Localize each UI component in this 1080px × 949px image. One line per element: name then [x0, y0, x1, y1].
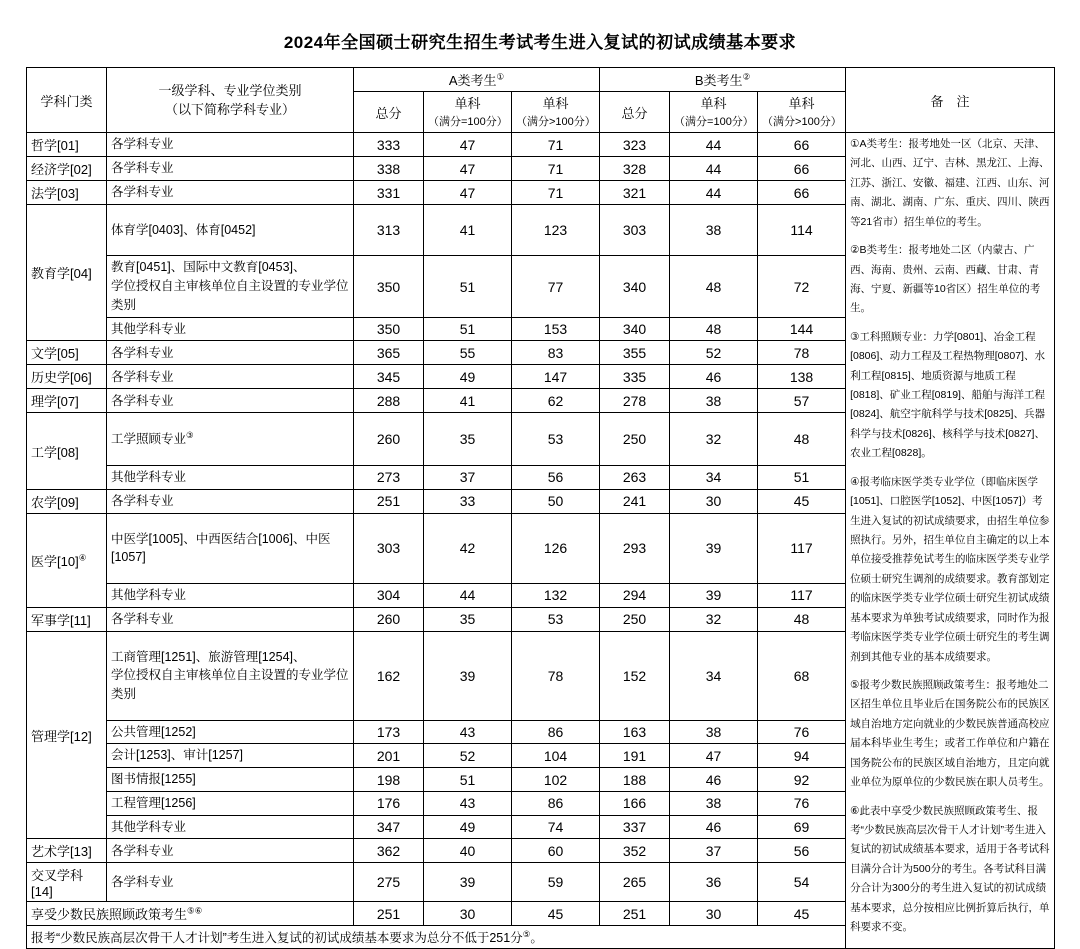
cell-b-total: 166: [600, 791, 670, 815]
row-category-label: 艺术学[13]: [31, 844, 92, 860]
cell-b-single-gt100: 68: [758, 631, 846, 720]
cell-a-total: 275: [354, 863, 424, 902]
row-major: [107, 863, 354, 902]
cell-a-single-gt100: 104: [512, 744, 600, 768]
row-category-label: 理学[07]: [31, 394, 79, 410]
cell-a-total: 313: [354, 205, 424, 256]
cell-a-total: 251: [354, 902, 424, 926]
cell-a-total: 173: [354, 720, 424, 744]
header-group-b-label: B类考生: [694, 73, 743, 88]
row-major: [107, 720, 354, 744]
cell-b-total: 263: [600, 466, 670, 490]
header-a-single-le100-range: （满分=100分）: [428, 115, 508, 128]
cell-a-single-le100: 47: [424, 157, 512, 181]
cell-a-total: 176: [354, 791, 424, 815]
cell-a-total: 345: [354, 365, 424, 389]
cell-a-single-le100: 33: [424, 489, 512, 513]
cell-a-single-le100: 40: [424, 839, 512, 863]
cell-a-single-gt100: 102: [512, 768, 600, 792]
row-major-line: 工商管理[1251]、旅游管理[1254]、: [111, 649, 306, 664]
row-category-label: 文学[05]: [31, 346, 79, 362]
row-major-line: 其他学科专业: [111, 321, 187, 336]
row-major: [107, 583, 354, 607]
cell-a-single-le100: 44: [424, 583, 512, 607]
cell-b-total: 188: [600, 768, 670, 792]
footnote-end: 。: [530, 931, 543, 946]
cell-a-single-gt100: 86: [512, 791, 600, 815]
remark-paragraph: ②B类考生：报考地处二区（内蒙古、广西、海南、贵州、云南、西藏、甘肃、青海、宁夏、新疆等10省区）招生单位的考生。: [850, 244, 1041, 315]
cell-a-total: 251: [354, 489, 424, 513]
cell-a-single-gt100: 123: [512, 205, 600, 256]
cell-a-single-gt100: 71: [512, 133, 600, 157]
cell-a-single-le100: 43: [424, 791, 512, 815]
cell-a-single-gt100: 71: [512, 157, 600, 181]
cell-b-single-le100: 34: [670, 631, 758, 720]
row-category-mark: ④: [78, 552, 87, 563]
cell-b-single-le100: 46: [670, 768, 758, 792]
row-major: [107, 768, 354, 792]
cell-a-total: 260: [354, 413, 424, 466]
cell-b-single-gt100: 92: [758, 768, 846, 792]
row-major: [107, 317, 354, 341]
header-b-single-le100: [670, 92, 758, 133]
cell-b-total: 337: [600, 815, 670, 839]
row-major-line: 各学科专业: [111, 493, 174, 508]
cell-b-single-le100: 44: [670, 133, 758, 157]
cell-b-single-le100: 38: [670, 389, 758, 413]
cell-a-total: 201: [354, 744, 424, 768]
footnote-mark: ⑤: [522, 929, 531, 940]
header-a-single-gt100: [512, 92, 600, 133]
cell-a-single-le100: 41: [424, 205, 512, 256]
remark-cell: [846, 133, 1055, 949]
cell-b-single-le100: 52: [670, 341, 758, 365]
row-major: [107, 256, 354, 317]
header-b-single-le100-label: 单科: [700, 96, 727, 111]
cell-a-single-le100: 47: [424, 133, 512, 157]
cell-b-single-le100: 32: [670, 607, 758, 631]
cell-b-total: 303: [600, 205, 670, 256]
header-b-single-le100-range: （满分=100分）: [674, 115, 754, 128]
cell-a-single-gt100: 86: [512, 720, 600, 744]
cell-a-single-gt100: 53: [512, 607, 600, 631]
cell-b-total: 250: [600, 607, 670, 631]
cell-b-single-gt100: 54: [758, 863, 846, 902]
footnote-cell: [27, 926, 846, 949]
cell-a-single-le100: 51: [424, 768, 512, 792]
row-category-label: 管理学[12]: [31, 728, 92, 744]
row-major: [107, 341, 354, 365]
row-major-line: 各学科专业: [111, 369, 174, 384]
remark-paragraph: ④报考临床医学类专业学位（即临床医学[1051]、口腔医学[1052]、中医[1057]）考生进入复试的初试成绩要求，由招生单位参照执行。另外，招生单位自主确定的以上本单位接受推荐免试考生的临床医学类专业学位硕士研究生调剂的成绩要求。教育部划定的临床医学类专业学位硕士研究生初试成绩基本要求为单独考试成绩要求，同时作为报考临床医学类专业学位硕士研究生的考生调剂到其他专业的基本成绩要求。: [850, 475, 1050, 663]
row-major: [107, 489, 354, 513]
row-category: [27, 205, 107, 341]
row-major-line: 工程管理[1256]: [111, 795, 196, 810]
header-row-1: [27, 68, 1055, 92]
table-container: [0, 67, 1080, 949]
row-category: [27, 513, 107, 607]
cell-b-total: 241: [600, 489, 670, 513]
cell-b-single-le100: 38: [670, 720, 758, 744]
cell-a-single-le100: 35: [424, 607, 512, 631]
cell-a-single-gt100: 60: [512, 839, 600, 863]
cell-b-total: 321: [600, 181, 670, 205]
cell-a-total: 260: [354, 607, 424, 631]
cell-b-single-gt100: 72: [758, 256, 846, 317]
cell-a-single-le100: 42: [424, 513, 512, 583]
row-category-label: 经济学[02]: [31, 162, 92, 177]
cell-a-single-gt100: 50: [512, 489, 600, 513]
cell-b-single-gt100: 56: [758, 839, 846, 863]
cell-a-single-le100: 43: [424, 720, 512, 744]
row-major-line: 其他学科专业: [111, 470, 187, 485]
row-major-line: 中医学[1005]、中西医结合[1006]、中医[1057]: [111, 531, 331, 565]
cell-a-total: 350: [354, 256, 424, 317]
cell-b-single-gt100: 76: [758, 720, 846, 744]
table-body: [27, 133, 1055, 949]
cell-b-single-le100: 46: [670, 815, 758, 839]
header-a-total: 总分: [354, 92, 424, 133]
row-category-label: 工学[08]: [31, 444, 79, 460]
row-category: [27, 157, 107, 181]
row-major: [107, 815, 354, 839]
row-category-mark: ⑤⑥: [187, 906, 203, 917]
row-major: [107, 631, 354, 720]
header-a-single-le100: [424, 92, 512, 133]
cell-a-total: 331: [354, 181, 424, 205]
cell-a-single-le100: 55: [424, 341, 512, 365]
row-major: [107, 389, 354, 413]
cell-a-single-gt100: 71: [512, 181, 600, 205]
cell-a-single-gt100: 132: [512, 583, 600, 607]
cell-a-single-le100: 39: [424, 863, 512, 902]
cell-a-single-le100: 51: [424, 256, 512, 317]
header-major-line2: （以下简称学科专业）: [164, 102, 295, 117]
row-category: [27, 839, 107, 863]
cell-b-total: 152: [600, 631, 670, 720]
cell-a-single-le100: 51: [424, 317, 512, 341]
cell-b-single-gt100: 48: [758, 413, 846, 466]
row-major-line: 各学科专业: [111, 137, 174, 152]
row-category: [27, 607, 107, 631]
remark-paragraph: ⑤报考少数民族照顾政策考生：报考地处二区招生单位且毕业后在国务院公布的民族区域自治地方定向就业的少数民族普通高校应届本科毕业生考生；或者工作单位和户籍在国务院公布的民族区域自治地方，且定向就业单位为原单位的少数民族在职人员考生。: [850, 678, 1050, 789]
cell-b-single-le100: 37: [670, 839, 758, 863]
cell-b-single-le100: 30: [670, 489, 758, 513]
cell-a-total: 273: [354, 466, 424, 490]
table-row: [27, 133, 1055, 157]
cell-b-single-gt100: 51: [758, 466, 846, 490]
cell-b-single-gt100: 76: [758, 791, 846, 815]
row-major: [107, 157, 354, 181]
cell-b-single-le100: 39: [670, 583, 758, 607]
header-category: 学科门类: [27, 68, 107, 133]
header-group-a-mark: ①: [496, 71, 505, 82]
row-major-line: 各学科专业: [111, 875, 174, 890]
cell-a-total: 303: [354, 513, 424, 583]
row-category-label: 享受少数民族照顾政策考生: [31, 907, 188, 923]
cell-b-single-gt100: 78: [758, 341, 846, 365]
cell-b-single-gt100: 138: [758, 365, 846, 389]
row-major-line: 其他学科专业: [111, 819, 187, 834]
cell-b-single-gt100: 69: [758, 815, 846, 839]
row-category-label: 农学[09]: [31, 494, 79, 510]
cell-a-single-gt100: 74: [512, 815, 600, 839]
cell-b-single-gt100: 66: [758, 181, 846, 205]
cell-a-total: 362: [354, 839, 424, 863]
row-category: [27, 489, 107, 513]
cell-a-single-gt100: 126: [512, 513, 600, 583]
cell-a-total: 338: [354, 157, 424, 181]
row-category: [27, 413, 107, 489]
cell-b-single-le100: 36: [670, 863, 758, 902]
row-major-line: 各学科专业: [111, 161, 174, 176]
cell-b-total: 250: [600, 413, 670, 466]
cell-b-single-le100: 39: [670, 513, 758, 583]
cell-b-total: 294: [600, 583, 670, 607]
remark-paragraph: ①A类考生：报考地处一区（北京、天津、河北、山西、辽宁、吉林、黑龙江、上海、江苏、浙江、安徽、福建、江西、山东、河南、湖北、湖南、广东、重庆、四川、陕西等21省市）招生单位的考生。: [850, 138, 1050, 228]
cell-b-total: 335: [600, 365, 670, 389]
cell-b-single-le100: 48: [670, 317, 758, 341]
cell-b-total: 293: [600, 513, 670, 583]
cell-b-total: 352: [600, 839, 670, 863]
cell-b-single-gt100: 114: [758, 205, 846, 256]
row-category-label: 哲学[01]: [31, 138, 79, 153]
cell-a-single-gt100: 78: [512, 631, 600, 720]
header-group-a-label: A类考生: [448, 73, 497, 88]
cell-a-single-le100: 41: [424, 389, 512, 413]
cell-b-single-gt100: 94: [758, 744, 846, 768]
cell-a-total: 288: [354, 389, 424, 413]
row-major-line: 学位授权自主审核单位自主设置的专业学位类别: [111, 668, 349, 702]
cell-b-total: 191: [600, 744, 670, 768]
cell-a-total: 304: [354, 583, 424, 607]
row-category: [27, 902, 354, 926]
cell-a-single-gt100: 153: [512, 317, 600, 341]
row-major-line: 会计[1253]、审计[1257]: [111, 748, 244, 763]
cell-a-single-le100: 30: [424, 902, 512, 926]
cell-b-total: 278: [600, 389, 670, 413]
cell-b-single-le100: 30: [670, 902, 758, 926]
cell-a-single-gt100: 53: [512, 413, 600, 466]
header-group-b: [600, 68, 846, 92]
cell-a-single-gt100: 62: [512, 389, 600, 413]
cell-b-single-le100: 48: [670, 256, 758, 317]
row-major-line: 工学照顾专业③: [111, 430, 194, 447]
row-major-line: 体育学[0403]、体育[0452]: [111, 222, 256, 237]
row-major: [107, 413, 354, 466]
row-major-line: 各学科专业: [111, 611, 174, 626]
header-remark: 备 注: [846, 68, 1055, 133]
cell-a-single-gt100: 147: [512, 365, 600, 389]
header-major: [107, 68, 354, 133]
table-header: [27, 68, 1055, 133]
row-major: [107, 181, 354, 205]
row-category: [27, 631, 107, 839]
row-category: [27, 181, 107, 205]
row-major-mark: ③: [186, 430, 194, 441]
row-major: [107, 466, 354, 490]
row-major-line: 公共管理[1252]: [111, 724, 196, 739]
header-a-single-gt100-label: 单科: [542, 96, 569, 111]
cell-b-single-le100: 47: [670, 744, 758, 768]
cell-b-single-le100: 44: [670, 181, 758, 205]
row-major-line: 其他学科专业: [111, 587, 187, 602]
cell-a-single-le100: 39: [424, 631, 512, 720]
cell-b-single-le100: 44: [670, 157, 758, 181]
cell-a-single-le100: 52: [424, 744, 512, 768]
row-category-label: 医学[10]: [31, 553, 79, 569]
remark-paragraph: ③工科照顾专业：力学[0801]、冶金工程[0806]、动力工程及工程热物理[0807]、水利工程[0815]、地质资源与地质工程[0818]、矿业工程[0819]、船舶与海洋工程[0824]、航空宇航科学与技术[0825]、兵器科学与技术[0826]、核科学与技术[0827]、农业工程[0828]。: [850, 330, 1045, 460]
row-category-label: 军事学[11]: [31, 612, 91, 628]
cell-b-single-gt100: 66: [758, 157, 846, 181]
cell-a-single-gt100: 59: [512, 863, 600, 902]
row-major: [107, 607, 354, 631]
cell-a-total: 162: [354, 631, 424, 720]
row-category-label: 交叉学科[14]: [31, 868, 84, 900]
row-major: [107, 791, 354, 815]
cell-a-total: 350: [354, 317, 424, 341]
cell-a-single-gt100: 83: [512, 341, 600, 365]
cell-b-single-gt100: 117: [758, 513, 846, 583]
footnote-text: 报考“少数民族高层次骨干人才计划”考生进入复试的初试成绩基本要求为总分不低于251分: [31, 931, 523, 946]
header-major-line1: 一级学科、专业学位类别: [158, 82, 302, 98]
cell-a-single-le100: 49: [424, 365, 512, 389]
row-category: [27, 341, 107, 365]
cell-a-total: 347: [354, 815, 424, 839]
cell-a-total: 365: [354, 341, 424, 365]
cell-b-single-gt100: 117: [758, 583, 846, 607]
score-requirement-table: [26, 67, 1055, 949]
cell-b-total: 265: [600, 863, 670, 902]
row-major-line: 学位授权自主审核单位自主设置的专业学位类别: [111, 279, 349, 312]
row-category-label: 法学[03]: [31, 186, 79, 201]
cell-b-single-gt100: 57: [758, 389, 846, 413]
cell-b-single-gt100: 144: [758, 317, 846, 341]
header-a-single-gt100-range: （满分>100分）: [516, 115, 596, 128]
row-major: [107, 839, 354, 863]
cell-b-single-le100: 34: [670, 466, 758, 490]
cell-a-single-le100: 47: [424, 181, 512, 205]
row-major-line: 各学科专业: [111, 185, 174, 200]
row-category-label: 历史学[06]: [31, 370, 92, 386]
row-major: [107, 365, 354, 389]
row-major: [107, 513, 354, 583]
header-b-single-gt100-label: 单科: [788, 96, 815, 111]
cell-a-total: 333: [354, 133, 424, 157]
cell-a-single-le100: 37: [424, 466, 512, 490]
cell-b-total: 340: [600, 317, 670, 341]
row-category: [27, 389, 107, 413]
cell-b-single-le100: 46: [670, 365, 758, 389]
cell-a-single-le100: 49: [424, 815, 512, 839]
row-major-line: 各学科专业: [111, 843, 174, 858]
cell-a-single-gt100: 45: [512, 902, 600, 926]
header-group-a: [354, 68, 600, 92]
cell-a-single-le100: 35: [424, 413, 512, 466]
cell-a-single-gt100: 77: [512, 256, 600, 317]
cell-a-single-gt100: 56: [512, 466, 600, 490]
row-major-line: 各学科专业: [111, 345, 174, 360]
header-b-total: 总分: [600, 92, 670, 133]
remark-paragraph: ⑥此表中享受少数民族照顾政策考生、报考“少数民族高层次骨干人才计划”考生进入复试的初试成绩基本要求，适用于各考试科目满分合计为500分的考生。各考试科目满分合计为300分的考生进入复试的初试成绩基本要求，总分按相应比例折算后执行，单科要求不变。: [850, 804, 1050, 934]
row-major: [107, 744, 354, 768]
row-major: [107, 133, 354, 157]
row-major-line: 各学科专业: [111, 393, 174, 408]
row-category-label: 教育学[04]: [31, 266, 92, 282]
cell-b-single-le100: 38: [670, 205, 758, 256]
row-category: [27, 863, 107, 902]
header-b-single-gt100-range: （满分>100分）: [762, 115, 842, 128]
cell-b-single-gt100: 45: [758, 902, 846, 926]
row-major: [107, 205, 354, 256]
row-category: [27, 365, 107, 389]
header-a-single-le100-label: 单科: [454, 96, 481, 111]
cell-b-single-gt100: 66: [758, 133, 846, 157]
cell-b-total: 323: [600, 133, 670, 157]
row-major-line: 教育[0451]、国际中文教育[0453]、: [111, 260, 306, 275]
header-group-b-mark: ②: [742, 71, 751, 82]
row-major-line: 图书情报[1255]: [111, 772, 196, 787]
cell-b-single-gt100: 45: [758, 489, 846, 513]
cell-b-total: 340: [600, 256, 670, 317]
cell-a-total: 198: [354, 768, 424, 792]
cell-b-total: 251: [600, 902, 670, 926]
cell-b-single-le100: 32: [670, 413, 758, 466]
row-category: [27, 133, 107, 157]
cell-b-single-gt100: 48: [758, 607, 846, 631]
header-b-single-gt100: [758, 92, 846, 133]
page-title: 2024年全国硕士研究生招生考试考生进入复试的初试成绩基本要求: [283, 33, 797, 52]
cell-b-total: 328: [600, 157, 670, 181]
cell-b-single-le100: 38: [670, 791, 758, 815]
cell-b-total: 163: [600, 720, 670, 744]
cell-b-total: 355: [600, 341, 670, 365]
